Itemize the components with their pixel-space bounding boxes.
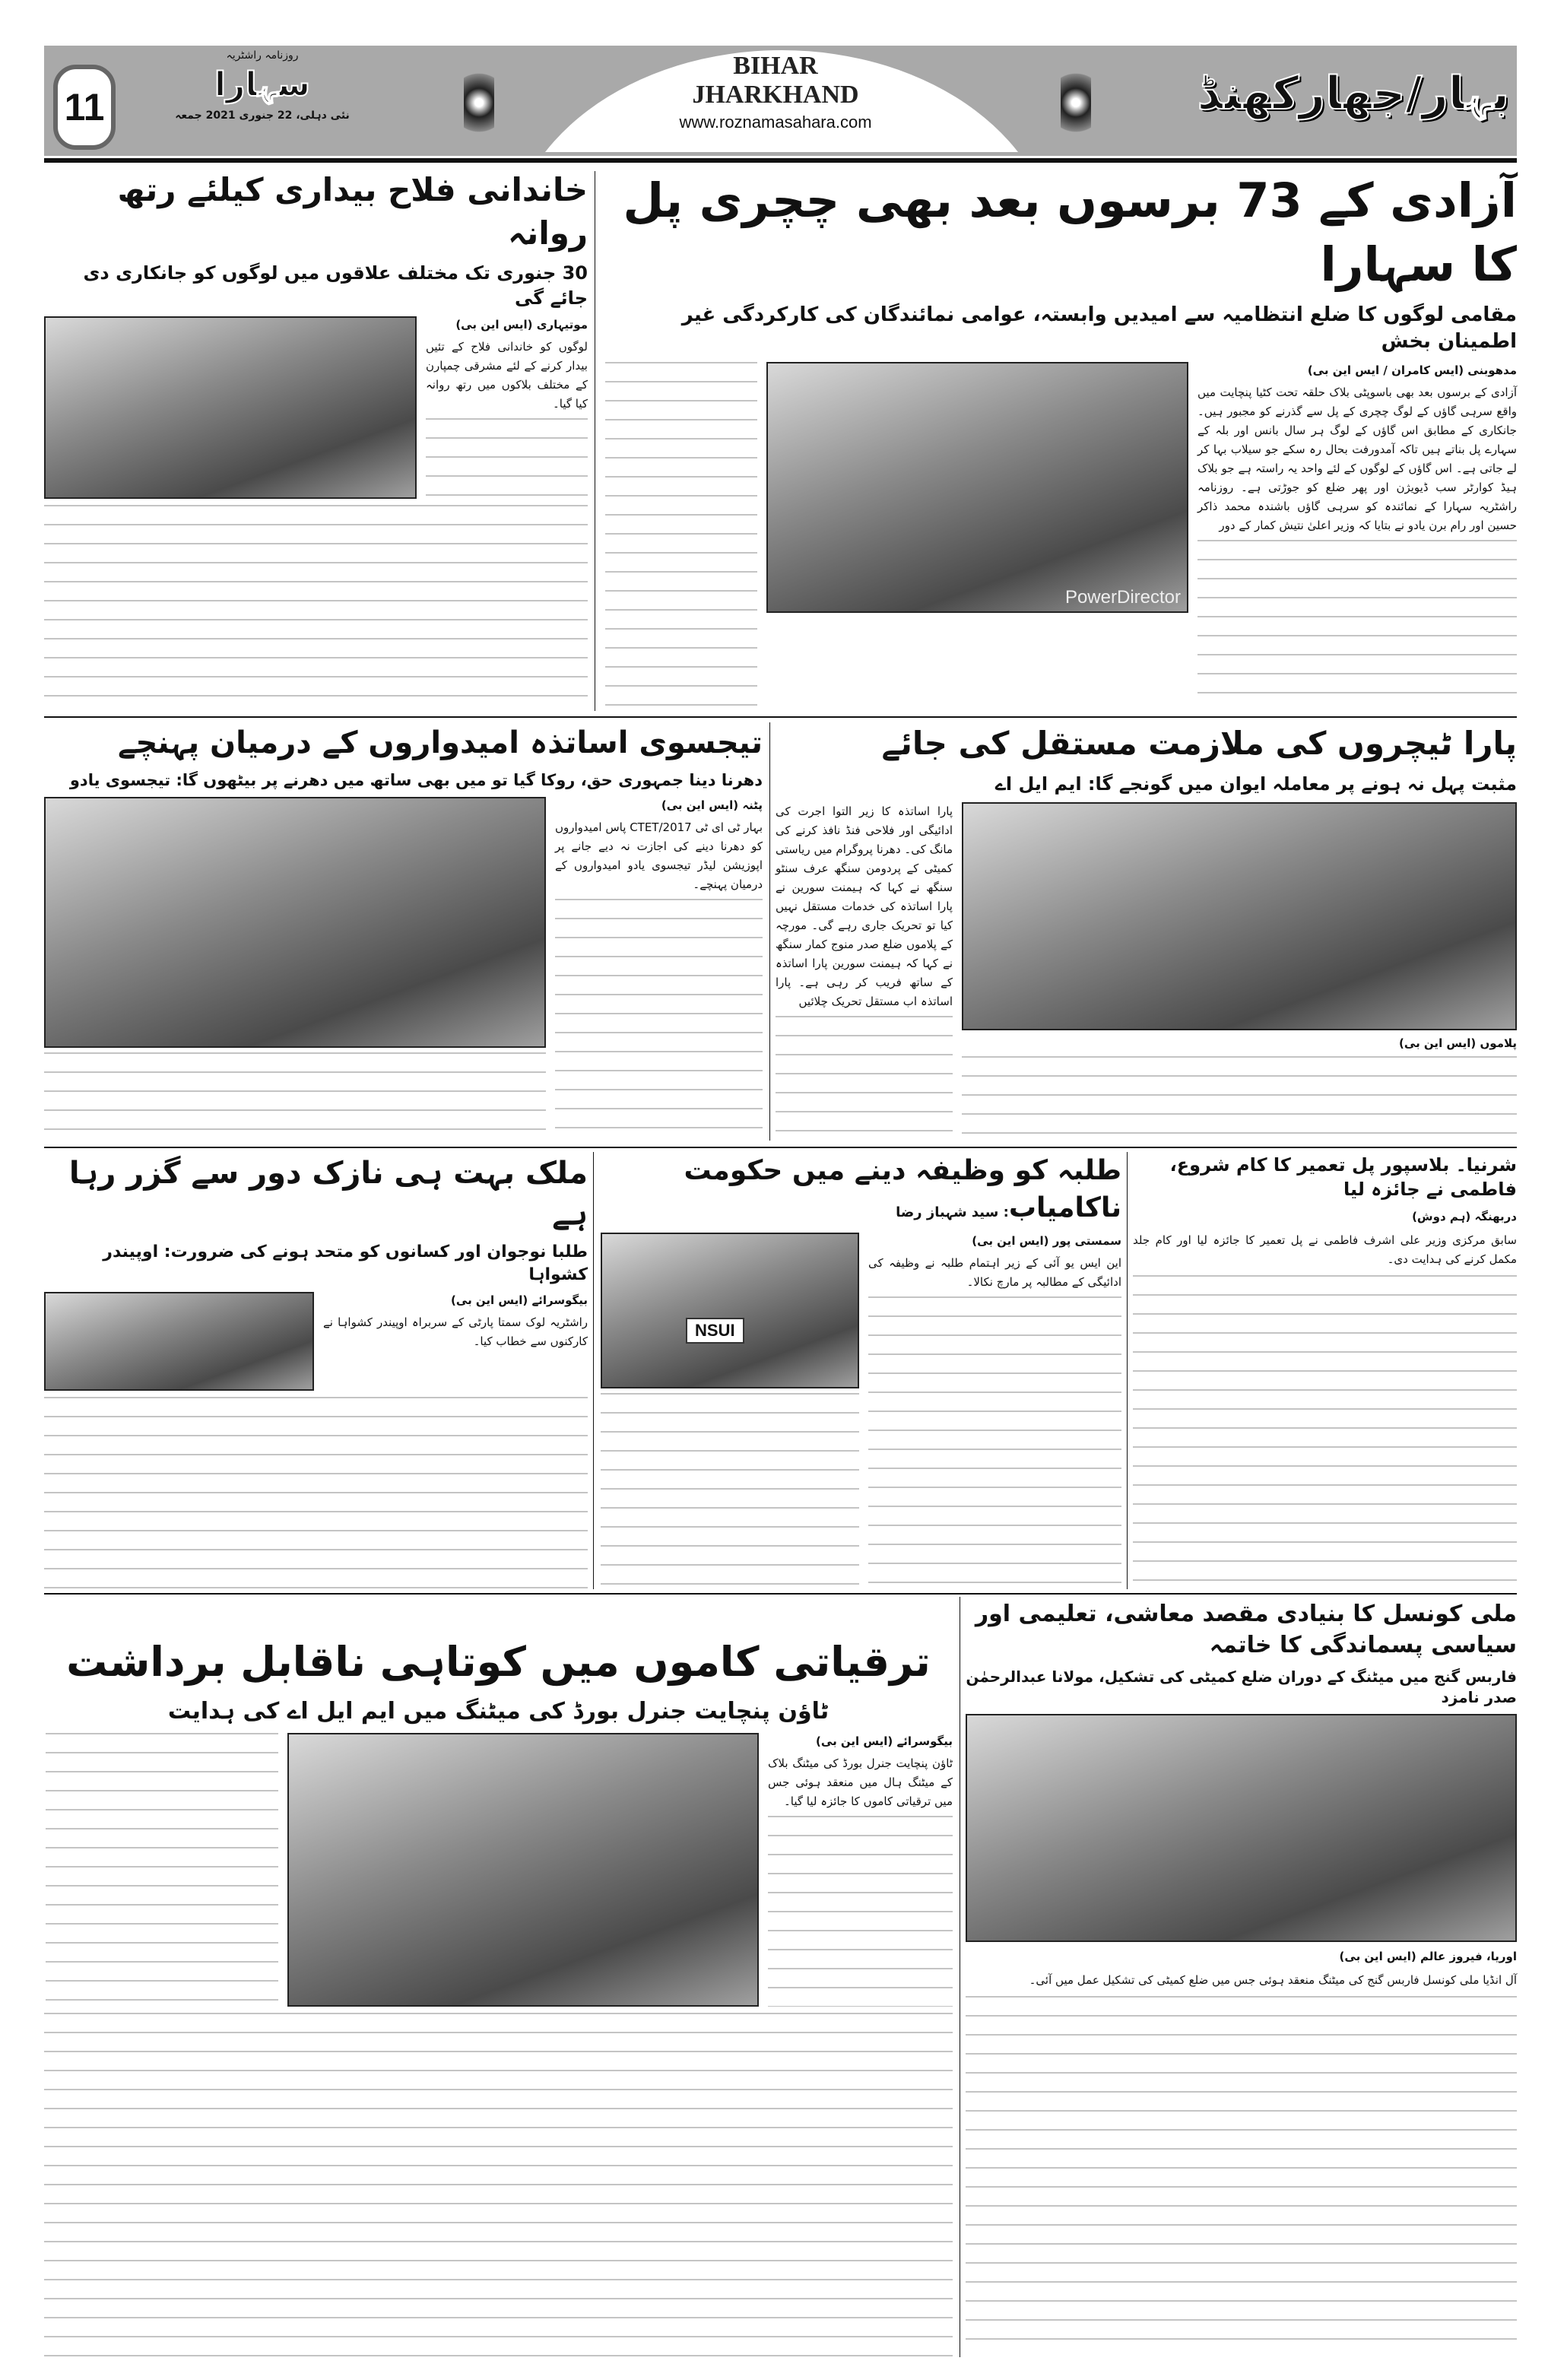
scholarship-body-column (868, 1296, 1121, 1589)
rath-text-column (426, 316, 588, 499)
country-text-column (323, 1292, 588, 1391)
parateachers-body-columns (962, 1056, 1517, 1142)
nsui-banner: NSUI (686, 1318, 744, 1344)
bridge-content (601, 362, 1517, 711)
section-title-en-1: BIHAR (733, 52, 818, 80)
parateachers-story (776, 722, 1517, 1142)
rath-body-columns (44, 505, 588, 711)
website-url: www.roznamasahara.com (679, 113, 872, 132)
bridge-lead: آزادی کے برسوں بعد بھی باسوپٹی بلاک حلقہ تحت کٹیا پنچایت میں واقع سرہی گاؤں کے لوگ چچری کے پل سے گذرنے کو مجبور ہیں۔ جانکاری کے مطابق اس گاؤں کے لوگ ہر سال بانس اور بلہ کے سہارے پل بناتے ہیں تاکہ آمدورفت بحال رہ سکے جو سیلاب بہا کر لے جاتی ہے۔ اس گاؤں کے لوگوں کے لئے واحد یہ راستہ ہے جو بلاک ہیڈ کوارٹر سب ڈیویژن اور پھر ضلع کو جوڑتی ہے۔ روزنامہ راشٹریہ سہارا کے نمائندہ کو سرہی گاؤں باشندہ محمد ذاکر حسین اور رام برن یادو نے بتایا کہ وزیر اعلیٰ نتیش کمار کے دور (1197, 385, 1517, 532)
column-divider (1127, 1152, 1128, 1589)
country-photo (44, 1292, 314, 1391)
milli-council-subhead: فاربس گنج میں میٹنگ کے دوران ضلع کمیٹی کی تشکیل، مولانا عبدالرحمٰن صدر نامزد (966, 1668, 1517, 1706)
scholarship-headline-attribution: سید شہباز رضا (896, 1204, 999, 1220)
tejashwi-headline: تیجسوی اساتذہ امیدواروں کے درمیان پہنچے (118, 725, 763, 760)
tejashwi-body-columns (44, 1052, 546, 1142)
section-title-en (623, 52, 928, 132)
milli-council-lead: آل انڈیا ملی کونسل فاربس گنج کی میٹنگ منعقد ہوئی جس میں ضلع کمیٹی کی تشکیل عمل میں آئی۔ (1029, 1973, 1517, 1987)
tejashwi-content (44, 797, 763, 1142)
development-headline: ترقیاتی کاموں میں کوتاہی ناقابل برداشت (66, 1638, 931, 1686)
sun-emblem-icon (1061, 65, 1091, 141)
parateachers-content (776, 802, 1517, 1142)
tejashwi-body-column (555, 899, 763, 1142)
bridge-headline: آزادی کے 73 برسوں بعد بھی چچری پل کا سہارا (623, 173, 1517, 292)
milli-council-body-columns (966, 1996, 1517, 2357)
milli-council-byline: اوریا، فیروز عالم (ایس این بی) (1339, 1950, 1517, 1963)
scholarship-byline: سمستی پور (ایس این بی) (972, 1234, 1121, 1249)
header-rule (44, 158, 1517, 163)
section-rule (44, 1593, 1517, 1595)
tejashwi-byline: پٹنہ (ایس این بی) (661, 798, 763, 813)
development-lead: ٹاؤن پنچایت جنرل بورڈ کی میٹنگ بلاک کے میٹنگ ہال میں منعقد ہوئی جس میں ترقیاتی کاموں کا جائزہ لیا گیا۔ (768, 1756, 953, 1809)
photo-watermark: PowerDirector (1064, 586, 1181, 608)
country-headline: ملک بہت ہی نازک دور سے گزر رہا ہے (68, 1156, 588, 1232)
column-divider (593, 1152, 594, 1589)
rath-subhead: 30 جنوری تک مختلف علاقوں میں لوگوں کو جانکاری دی جائے گی (83, 262, 588, 309)
section-title-urdu: بہار/جھارکھنڈ (1197, 67, 1509, 120)
section-title-en-2: JHARKHAND (692, 81, 859, 109)
rath-story (44, 169, 588, 711)
parateachers-lead: پارا اساتذہ کا زیر التوا اجرت کی ادائیگی اور فلاحی فنڈ نافذ کرنے کی مانگ کی۔ دھرنا پروگرام میں ریاستی کمیٹی کے پردومن سنگھ عرف سنٹو سنگھ نے کہا کہ ہیمنت سورین نے پارا اساتذہ کی خدمات مستقل نہیں کیا تو تحریک جاری رہے گی۔ مورچہ کے پلاموں ضلع صدر منوج کمار سنگھ نے کہا کہ ہیمنت سورین پارا اساتذہ کے ساتھ فریب کر رہی ہے۔ پارا اساتذہ اب مستقل تحریک چلائیں (776, 804, 953, 1009)
parateachers-subhead: مثبت پہل نہ ہونے پر معاملہ ایوان میں گونجے گا: ایم ایل اے (994, 773, 1517, 795)
country-content (44, 1292, 588, 1391)
parateachers-photo-column (962, 802, 1517, 1142)
sharnia-lead: سابق مرکزی وزیر علی اشرف فاطمی نے پل تعمیر کا جائزہ لیا اور کام جلد مکمل کرنے کی ہدایت دی۔ (1133, 1233, 1517, 1266)
development-body-column (768, 1816, 953, 2007)
country-byline: بیگوسرائے (ایس این بی) (451, 1293, 588, 1308)
masthead-block (137, 49, 388, 123)
rath-content (44, 316, 588, 499)
parateachers-text-column (776, 802, 953, 1142)
milli-council-story (966, 1599, 1517, 2357)
dateline: نئی دہلی، 22 جنوری 2021 جمعہ (175, 109, 350, 122)
country-body-columns (44, 1397, 588, 1589)
bridge-subhead: مقامی لوگوں کا ضلع انتظامیہ سے امیدیں وابستہ، عوامی نمائندگان کی کارکردگی غیر اطمینان بخش (681, 303, 1517, 354)
tejashwi-body (555, 818, 763, 894)
country-subhead: طلبا نوجوان اور کسانوں کو متحد ہونے کی ضرورت: اوپیندر کشواہا (103, 1242, 588, 1284)
scholarship-lead: این ایس یو آئی کے زیر اہتمام طلبہ نے وظیفہ کی ادائیگی کے مطالبہ پر مارچ نکالا۔ (868, 1256, 1121, 1290)
sharnia-story (1133, 1153, 1517, 1589)
milli-council-photo (966, 1714, 1517, 1942)
rath-photo (44, 316, 417, 499)
tejashwi-subhead: دھرنا دینا جمہوری حق، روکا گیا تو میں بھی ساتھ میں دھرنے پر بیٹھوں گا: تیجسوی یادو (69, 771, 763, 789)
bridge-story (601, 169, 1517, 711)
country-body (323, 1313, 588, 1351)
parateachers-body-column (776, 1016, 953, 1142)
development-story (44, 1635, 953, 2357)
scholarship-body-columns (601, 1393, 859, 1589)
sharnia-byline: دربھنگہ (ہم دوش) (1412, 1209, 1517, 1223)
development-subhead: ٹاؤن پنچایت جنرل بورڈ کی میٹنگ میں ایم ایل اے کی ہدایت (167, 1697, 830, 1725)
rath-headline: خاندانی فلاح بیداری کیلئے رتھ روانہ (117, 171, 588, 252)
tejashwi-photo (44, 797, 546, 1048)
page-number: 11 (53, 65, 116, 150)
rath-body-column (426, 418, 588, 499)
development-content (44, 1733, 953, 2007)
scholarship-story (601, 1153, 1121, 1589)
section-rule (44, 1147, 1517, 1148)
parateachers-headline: پارا ٹیچروں کی ملازمت مستقل کی جائے (881, 725, 1517, 762)
bridge-body-continued (1197, 540, 1517, 711)
scholarship-photo (601, 1233, 859, 1388)
development-body-column-left (46, 1733, 278, 2007)
country-lead: راشٹریہ لوک سمتا پارٹی کے سربراہ اوپیندر کشواہا نے کارکنوں سے خطاب کیا۔ (323, 1315, 588, 1349)
milli-council-body (966, 1971, 1517, 1990)
development-body (768, 1754, 953, 1811)
scholarship-headline: طلبہ کو وظیفہ دینے میں حکومت ناکامیاب: سید شہباز رضا (684, 1155, 1121, 1223)
tejashwi-lead: بہار ٹی ای ٹی 2017/CTET پاس امیدواروں کو دھرنا دینے کی اجازت نہ دیے جانے پر اپوزیشن لیڈر تیجسوی یادو امیدواروں کے درمیان پہنچے۔ (555, 820, 763, 892)
development-text-column (768, 1733, 953, 2007)
scholarship-text-column (868, 1233, 1121, 1589)
scholarship-content (601, 1233, 1121, 1589)
tejashwi-story (44, 722, 763, 1142)
sharnia-headline: شرنیا۔ بلاسپور پل تعمیر کا کام شروع، فاطمی نے جائزہ لیا (1169, 1154, 1517, 1201)
scholarship-body (868, 1254, 1121, 1292)
parateachers-photo (962, 802, 1517, 1030)
bridge-text-column (1197, 362, 1517, 711)
scholarship-photo-column (601, 1233, 859, 1589)
parateachers-byline: پلاموں (ایس این بی) (1399, 1036, 1517, 1051)
development-byline: بیگوسرائے (ایس این بی) (816, 1734, 953, 1749)
sharnia-body-columns (1133, 1275, 1517, 1589)
sun-emblem-icon (464, 65, 494, 141)
masthead-subtitle: روزنامہ راشٹریہ (226, 49, 299, 62)
bridge-body-columns (605, 362, 757, 711)
rath-lead: لوگوں کو خاندانی فلاح کے تئیں بیدار کرنے کے لئے مشرقی چمپارن کے مختلف بلاکوں میں رتھ روانہ کیا گیا۔ (426, 340, 588, 411)
development-body-columns (44, 2013, 953, 2357)
milli-council-headline: ملی کونسل کا بنیادی مقصد معاشی، تعلیمی اور سیاسی پسماندگی کا خاتمہ (975, 1601, 1517, 1658)
parateachers-body (776, 802, 953, 1011)
masthead-logo: سہارا (214, 65, 310, 104)
rath-byline: موتیہاری (ایس این بی) (455, 318, 588, 332)
tejashwi-text-column (555, 797, 763, 1142)
section-rule (44, 716, 1517, 718)
scholarship-headline-text: طلبہ کو وظیفہ دینے میں حکومت ناکامیاب (684, 1155, 1121, 1223)
country-story (44, 1153, 588, 1589)
bridge-byline: مدھوبنی (ایس کامران / ایس این بی) (1307, 363, 1517, 377)
development-photo (287, 1733, 759, 2007)
column-divider (769, 722, 770, 1141)
tejashwi-photo-column (44, 797, 546, 1142)
bridge-photo (766, 362, 1188, 613)
rath-body (426, 338, 588, 414)
sharnia-body (1133, 1231, 1517, 1269)
bridge-body (1197, 383, 1517, 535)
